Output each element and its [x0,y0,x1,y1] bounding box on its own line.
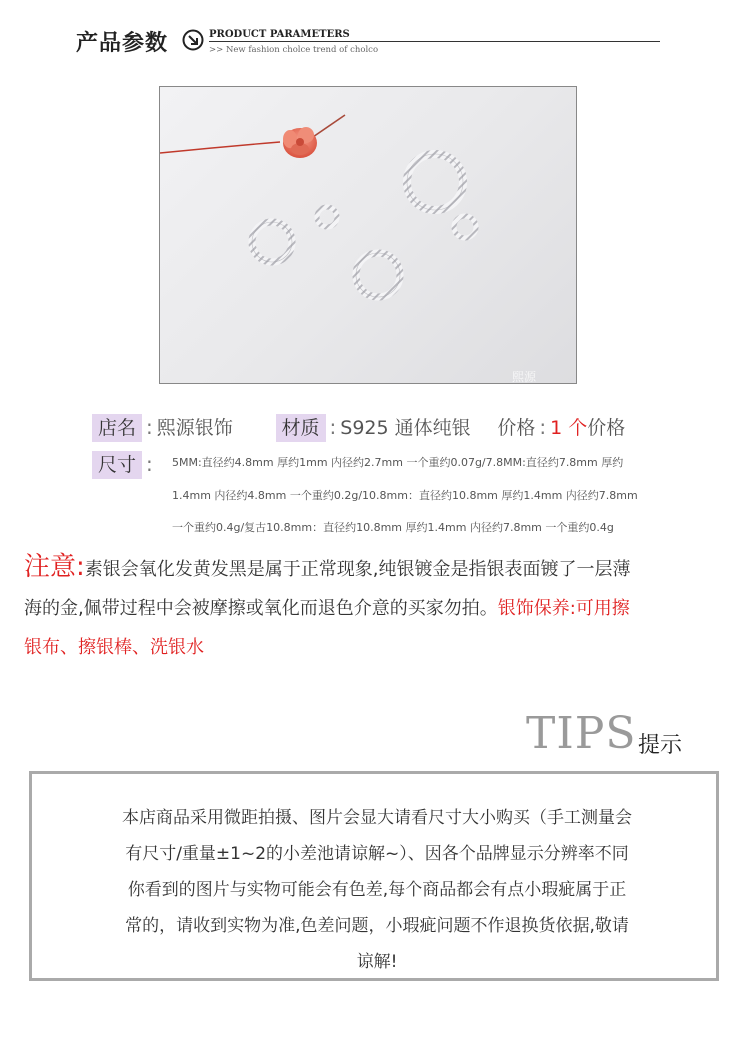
section-title-en: PRODUCT PARAMETERS [209,29,350,40]
care-tip: 银饰保养:可用擦 [497,598,630,619]
header-divider [209,41,660,42]
size-line: 5MM:直径约4.8mm 厚约1mm 内径约2.7mm 一个重约0.07g/7.8MM:直径约7.8mm 厚约 [172,456,624,469]
tips-title-cn: 提示 [638,733,683,758]
silver-rings [252,154,476,297]
flower-icon [283,127,317,158]
material-label: 材质 [276,414,326,442]
shop-value: 熙源银饰 [156,417,233,439]
arrow-circle-icon [182,29,204,51]
tips-title-en: TIPS [526,708,637,759]
tips-line: 有尺寸/重量±1~2的小差池请谅解~）、因各个品牌显示分辨率不同 [125,844,629,864]
spec-row-main: 店名 : 熙源银饰 材质 : S925 通体纯银 价格 : 1 个价格 [92,413,625,442]
section-title: 产品参数 [76,30,169,56]
size-line: 1.4mm 内径约4.8mm 一个重约0.2g/10.8mm：直径约10.8mm 厚约1.4mm 内径约7.8mm [172,489,638,502]
section-header [76,22,660,58]
tips-line: 常的，请收到实物为准,色差问题，小瑕疵问题不作退换货依据,敬请 [125,916,629,936]
tips-line: 你看到的图片与实物可能会有色差,每个商品都会有点小瑕疵属于正 [127,880,627,900]
notice-line: 素银会氧化发黄发黑是属于正常现象,纯银镀金是指银表面镀了一层薄 [84,559,631,580]
notice-label: 注意: [24,552,85,582]
product-photo [159,86,577,384]
tips-box [29,771,719,981]
section-subtitle: >> New fashion cholce trend of cholco [209,45,379,55]
size-label: 尺寸 [92,451,142,479]
rings-illustration [160,87,577,384]
photo-watermark: 熙源 [512,370,537,384]
notice-block [24,548,734,667]
price-label: 价格 [497,417,536,439]
tips-text [72,800,682,980]
shop-label: 店名 [92,414,142,442]
tips-line: 本店商品采用微距拍摄、图片会显大请看尺寸大小购买（手工测量会 [122,808,632,828]
size-line: 一个重约0.4g/复古10.8mm：直径约10.8mm 厚约1.4mm 内径约7.8mm 一个重约0.4g [172,521,614,534]
care-tip-cont: 银布、擦银棒、洗银水 [24,637,204,658]
notice-line: 海的金,佩带过程中会被摩擦或氧化而退色介意的买家勿拍。 [24,598,498,619]
price-suffix: 价格 [587,417,626,439]
price-qty: 1 个 [550,417,588,439]
spec-row-size: 尺寸 : [92,451,157,479]
tips-line: 谅解! [356,952,398,972]
material-value: S925 通体纯银 [340,417,471,439]
